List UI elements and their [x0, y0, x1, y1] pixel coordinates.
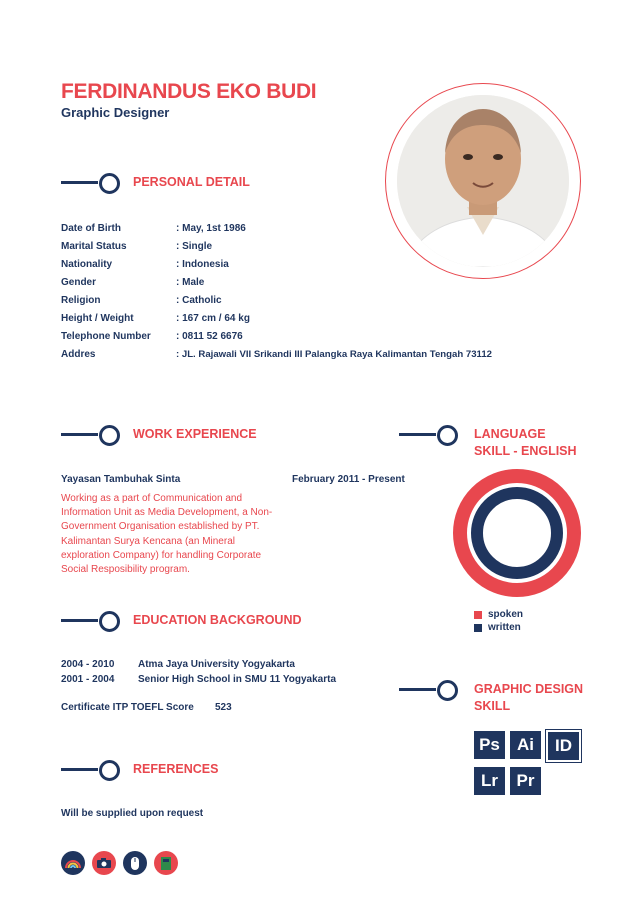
- section-circle-icon: [437, 425, 458, 446]
- section-title-education: EDUCATION BACKGROUND: [133, 613, 302, 627]
- personal-value: : Male: [176, 277, 205, 288]
- profile-photo: [397, 95, 569, 267]
- personal-label: Gender: [61, 277, 97, 288]
- person-avatar-icon: [397, 95, 569, 267]
- section-circle-icon: [99, 173, 120, 194]
- personal-label: Marital Status: [61, 241, 127, 252]
- resume-role: Graphic Designer: [61, 105, 170, 120]
- personal-value: : May, 1st 1986: [176, 223, 246, 234]
- personal-label: Date of Birth: [61, 223, 121, 234]
- indesign-icon: ID: [546, 730, 581, 762]
- section-title-personal: PERSONAL DETAIL: [133, 175, 250, 189]
- section-line: [61, 768, 98, 771]
- personal-label: Addres: [61, 349, 96, 360]
- personal-value: : JL. Rajawali VII Srikandi III Palangka Raya Kalimantan Tengah 73112: [176, 349, 493, 360]
- personal-value: : Catholic: [176, 295, 222, 306]
- education-school: Atma Jaya University Yogyakarta: [138, 659, 295, 670]
- section-line: [61, 619, 98, 622]
- camera-icon: [92, 851, 116, 875]
- personal-label: Religion: [61, 295, 101, 306]
- book-icon: [154, 851, 178, 875]
- resume-name: FERDINANDUS EKO BUDI: [61, 80, 317, 103]
- section-circle-icon: [99, 425, 120, 446]
- legend-label-written: written: [488, 622, 521, 633]
- section-title-graphic-line2: SKILL: [474, 699, 511, 713]
- language-donut-chart: [453, 469, 581, 597]
- certificate-label: Certificate ITP TOEFL Score: [61, 702, 194, 713]
- section-circle-icon: [99, 611, 120, 632]
- personal-label: Nationality: [61, 259, 113, 270]
- certificate-score: 523: [215, 702, 232, 713]
- section-line: [399, 433, 436, 436]
- section-title-language-line2: SKILL - ENGLISH: [474, 444, 577, 458]
- photoshop-icon: Ps: [474, 731, 505, 759]
- references-text: Will be supplied upon request: [61, 808, 204, 819]
- personal-label: Telephone Number: [61, 331, 151, 342]
- section-line: [61, 181, 98, 184]
- education-years: 2004 - 2010: [61, 659, 115, 670]
- personal-value: : Single: [176, 241, 213, 252]
- personal-label: Height / Weight: [61, 313, 134, 324]
- education-years: 2001 - 2004: [61, 674, 115, 685]
- personal-value: : 0811 52 6676: [176, 331, 243, 342]
- personal-value: : 167 cm / 64 kg: [176, 313, 250, 324]
- mouse-icon: [123, 851, 147, 875]
- legend-swatch-spoken: [474, 611, 482, 619]
- premiere-icon: Pr: [510, 767, 541, 795]
- section-line: [399, 688, 436, 691]
- illustrator-icon: Ai: [510, 731, 541, 759]
- legend-label-spoken: spoken: [488, 609, 524, 620]
- work-description: Working as a part of Communication and Information Unit as Media Development, a Non-Government Organisation established by PT. Kalimantan Surya Kencana (an Mineral exploration Company) for handling Corporate Social Resposibility program.: [61, 493, 273, 576]
- work-company: Yayasan Tambuhak Sinta: [61, 474, 181, 485]
- personal-value: : Indonesia: [176, 259, 229, 270]
- section-title-language-line1: LANGUAGE: [474, 427, 546, 441]
- section-title-work: WORK EXPERIENCE: [133, 427, 257, 441]
- written-ring: [477, 493, 557, 573]
- section-circle-icon: [99, 760, 120, 781]
- lightroom-icon: Lr: [474, 767, 505, 795]
- education-school: Senior High School in SMU 11 Yogyakarta: [138, 674, 337, 685]
- section-line: [61, 433, 98, 436]
- rainbow-icon: [61, 851, 85, 875]
- section-circle-icon: [437, 680, 458, 701]
- section-title-graphic-line1: GRAPHIC DESIGN: [474, 682, 584, 696]
- legend-swatch-written: [474, 624, 482, 632]
- section-title-references: REFERENCES: [133, 762, 219, 776]
- work-period: February 2011 - Present: [292, 474, 405, 485]
